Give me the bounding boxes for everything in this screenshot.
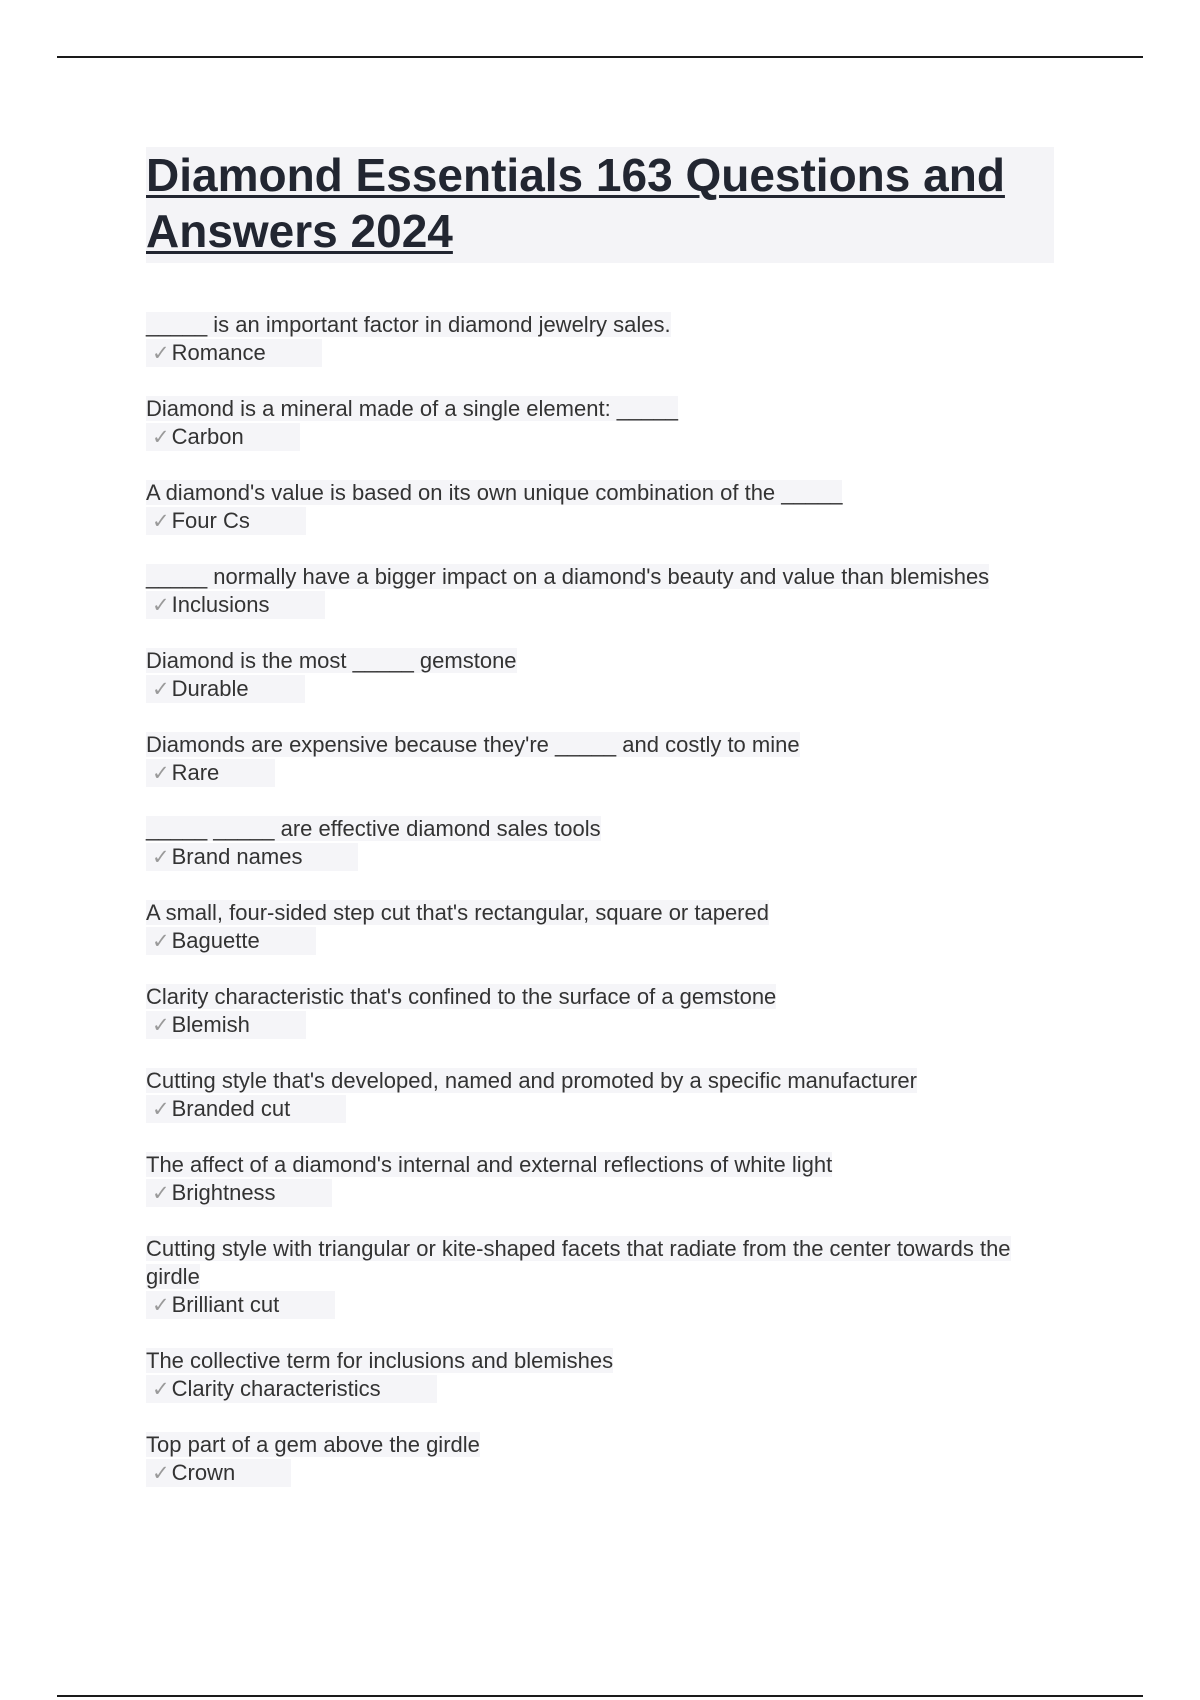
answer-text: Blemish (171, 1012, 250, 1037)
answer-text: Inclusions (171, 592, 270, 617)
qa-item (146, 395, 1054, 451)
question-text (146, 1067, 1054, 1095)
checkmark-icon: ✓ (152, 762, 170, 785)
bottom-rule (57, 1695, 1143, 1697)
checkmark-icon: ✓ (152, 426, 170, 449)
question-label: A diamond's value is based on its own unique combination of the _____ (146, 480, 843, 505)
answer-text: Carbon (171, 424, 244, 449)
document-body (146, 147, 1054, 1515)
question-label: Cutting style with triangular or kite-shaped facets that radiate from the center towards the girdle (146, 1236, 1011, 1289)
answer-row (146, 1179, 332, 1207)
qa-item (146, 563, 1054, 619)
question-label: The affect of a diamond's internal and external reflections of white light (146, 1152, 833, 1177)
answer-text: Brilliant cut (171, 1292, 280, 1317)
question-text (146, 815, 1054, 843)
question-text (146, 311, 1054, 339)
answer-row (146, 1095, 346, 1123)
answer-row (146, 1011, 306, 1039)
answer-row (146, 423, 300, 451)
answer-row (146, 1459, 291, 1487)
question-text (146, 1151, 1054, 1179)
question-label: _____ _____ are effective diamond sales tools (146, 816, 601, 841)
qa-item (146, 731, 1054, 787)
answer-row (146, 759, 275, 787)
answer-row (146, 675, 305, 703)
question-text (146, 899, 1054, 927)
question-label: Diamond is the most _____ gemstone (146, 648, 517, 673)
answer-text: Rare (171, 760, 220, 785)
answer-text: Baguette (171, 928, 260, 953)
checkmark-icon: ✓ (152, 846, 170, 869)
title-block (146, 147, 1054, 263)
answer-row (146, 1291, 335, 1319)
qa-item (146, 479, 1054, 535)
answer-text: Branded cut (171, 1096, 291, 1121)
qa-item (146, 1431, 1054, 1487)
question-text (146, 479, 1054, 507)
question-label: Clarity characteristic that's confined to the surface of a gemstone (146, 984, 777, 1009)
question-label: _____ is an important factor in diamond jewelry sales. (146, 312, 671, 337)
answer-text: Brand names (171, 844, 303, 869)
question-text (146, 563, 1054, 591)
question-label: Diamond is a mineral made of a single element: _____ (146, 396, 678, 421)
answer-text: Four Cs (171, 508, 250, 533)
question-text (146, 395, 1054, 423)
answer-row (146, 843, 358, 871)
question-label: Diamonds are expensive because they're _____ and costly to mine (146, 732, 800, 757)
answer-text: Brightness (171, 1180, 276, 1205)
checkmark-icon: ✓ (152, 342, 170, 365)
question-text (146, 1431, 1054, 1459)
answer-row (146, 507, 306, 535)
checkmark-icon: ✓ (152, 1294, 170, 1317)
answer-row (146, 927, 316, 955)
question-label: Top part of a gem above the girdle (146, 1432, 480, 1457)
checkmark-icon: ✓ (152, 1014, 170, 1037)
checkmark-icon: ✓ (152, 510, 170, 533)
qa-item (146, 1347, 1054, 1403)
checkmark-icon: ✓ (152, 1462, 170, 1485)
question-text (146, 647, 1054, 675)
qa-item (146, 1235, 1054, 1319)
question-label: A small, four-sided step cut that's rectangular, square or tapered (146, 900, 769, 925)
checkmark-icon: ✓ (152, 594, 170, 617)
question-label: Cutting style that's developed, named and promoted by a specific manufacturer (146, 1068, 917, 1093)
checkmark-icon: ✓ (152, 1182, 170, 1205)
qa-list (146, 311, 1054, 1487)
question-label: _____ normally have a bigger impact on a diamond's beauty and value than blemishes (146, 564, 990, 589)
checkmark-icon: ✓ (152, 1098, 170, 1121)
answer-row (146, 591, 325, 619)
qa-item (146, 1151, 1054, 1207)
question-text (146, 1235, 1054, 1291)
qa-item (146, 1067, 1054, 1123)
question-text (146, 731, 1054, 759)
question-text (146, 1347, 1054, 1375)
checkmark-icon: ✓ (152, 930, 170, 953)
checkmark-icon: ✓ (152, 1378, 170, 1401)
question-text (146, 983, 1054, 1011)
checkmark-icon: ✓ (152, 678, 170, 701)
top-rule (57, 56, 1143, 58)
answer-text: Romance (171, 340, 266, 365)
qa-item (146, 815, 1054, 871)
answer-row (146, 1375, 437, 1403)
question-label: The collective term for inclusions and blemishes (146, 1348, 614, 1373)
qa-item (146, 311, 1054, 367)
qa-item (146, 899, 1054, 955)
qa-item (146, 983, 1054, 1039)
answer-row (146, 339, 322, 367)
answer-text: Durable (171, 676, 249, 701)
document-title: Diamond Essentials 163 Questions and Answers 2024 (146, 149, 1005, 257)
answer-text: Crown (171, 1460, 236, 1485)
qa-item (146, 647, 1054, 703)
answer-text: Clarity characteristics (171, 1376, 381, 1401)
